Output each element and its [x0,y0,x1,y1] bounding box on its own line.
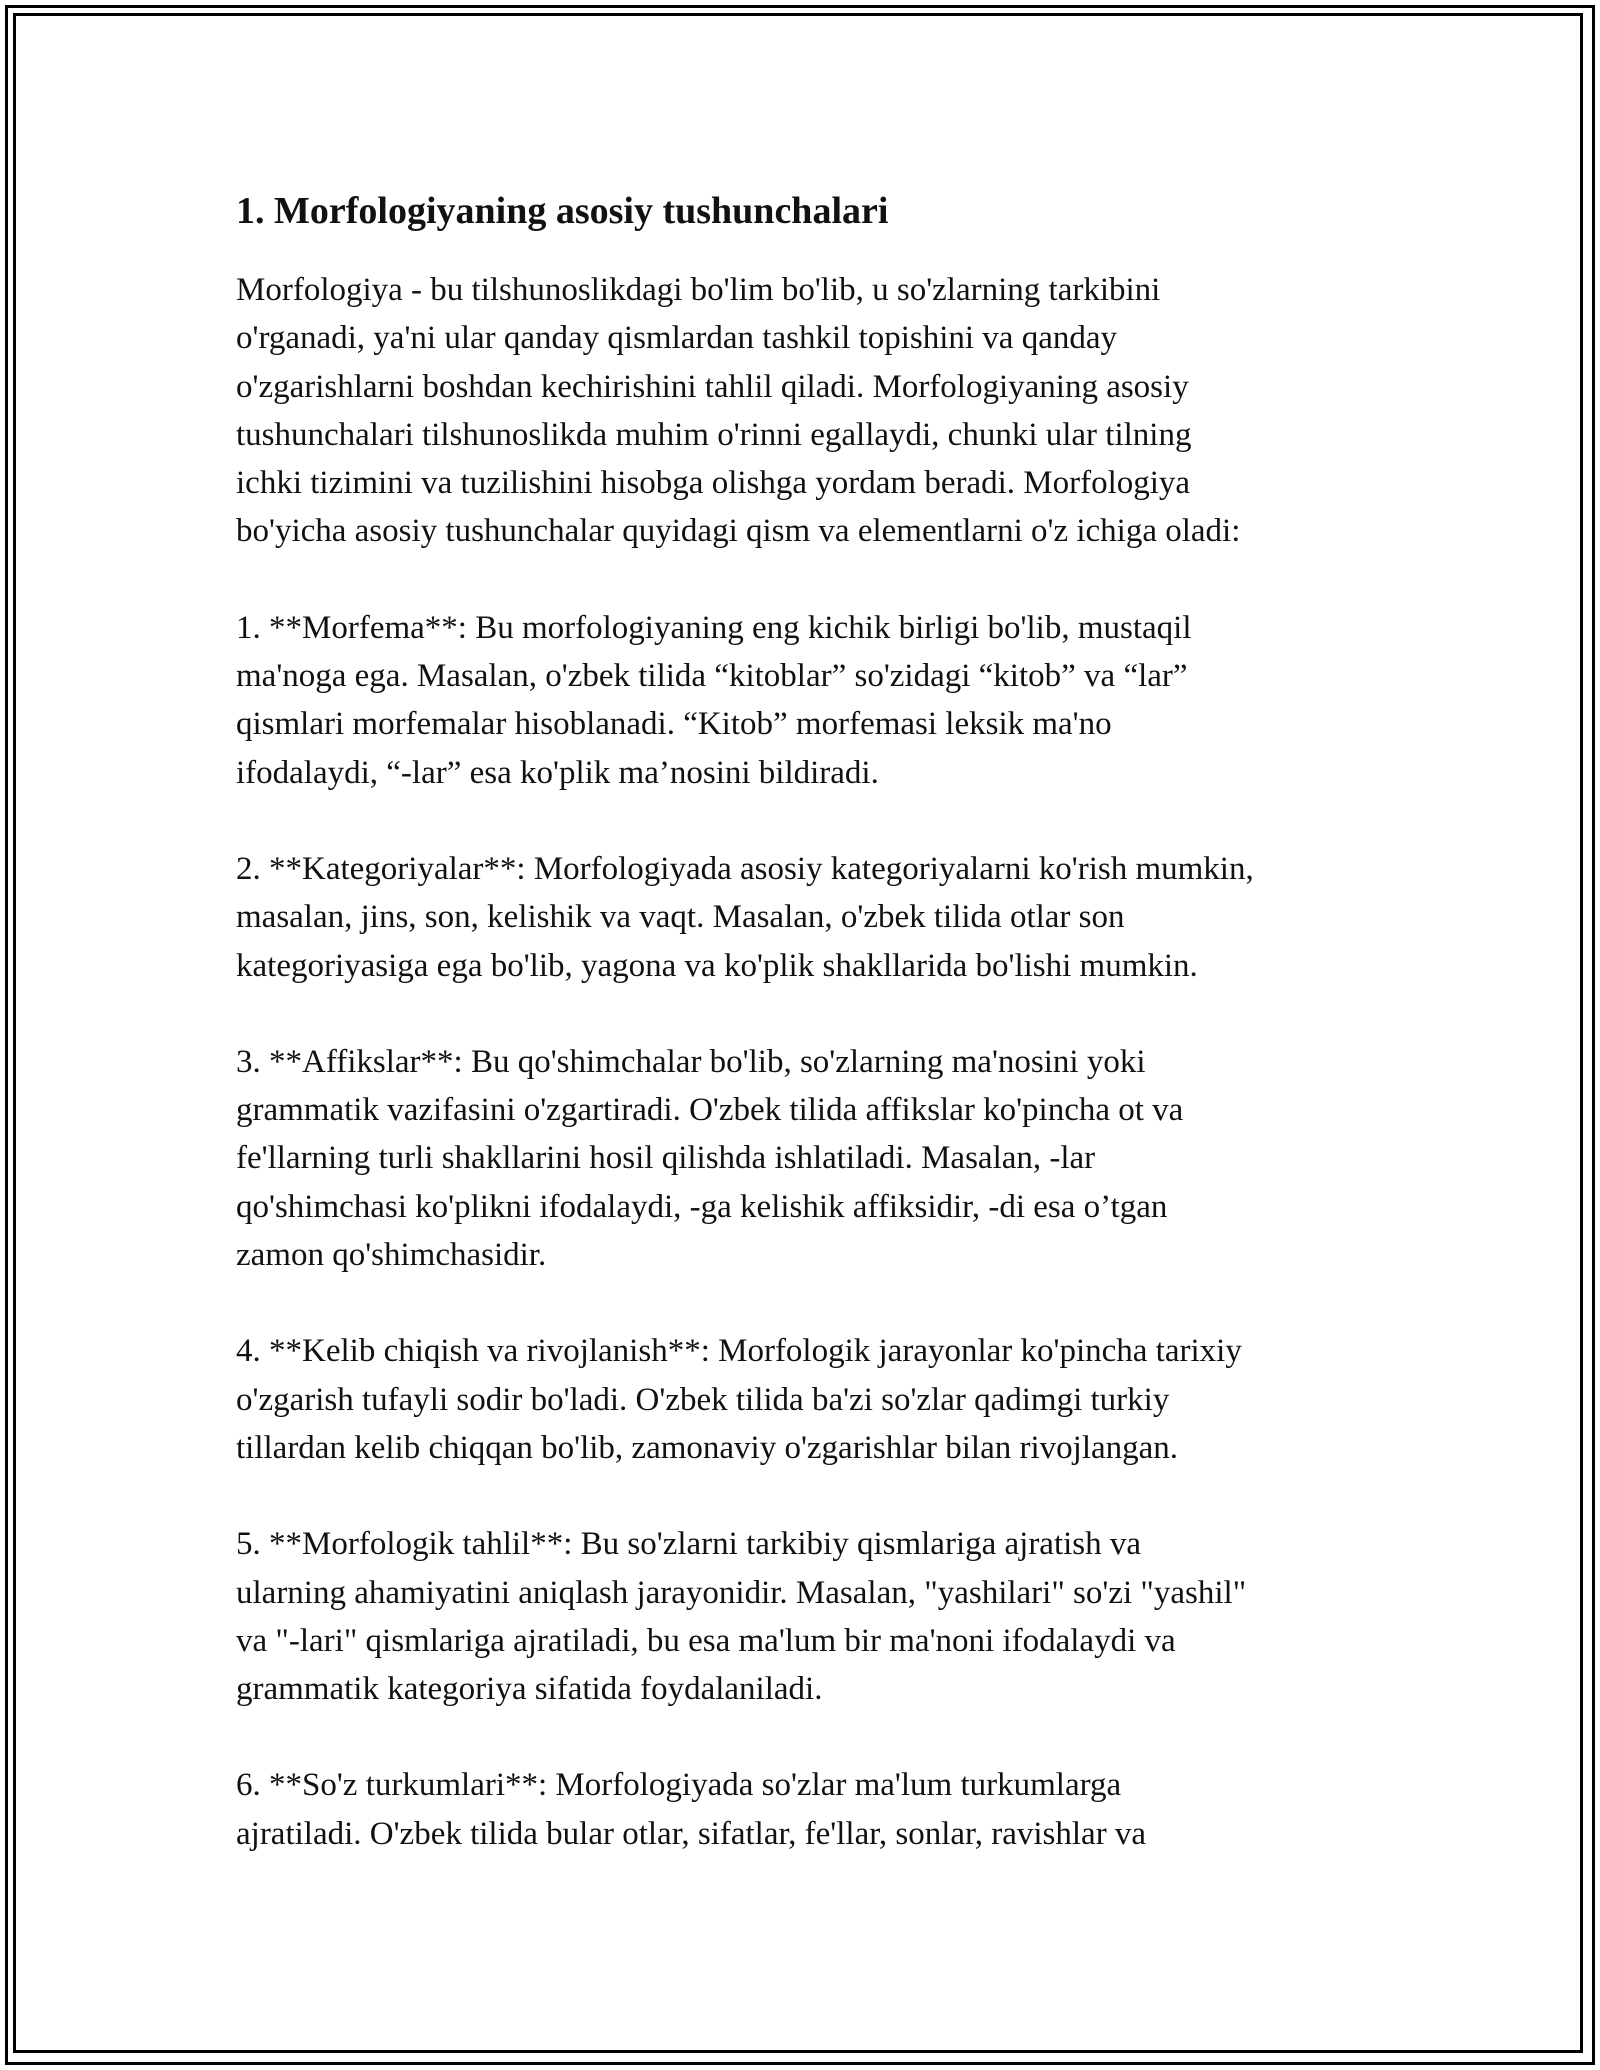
intro-paragraph: Morfologiya - bu tilshunoslikdagi bo'lim bo'lib, u so'zlarning tarkibini o'rganadi, ya'ni ular qanday qismlardan tashkil topishini va qanday o'zgarishlarni boshdan kechirishini tahlil qiladi. Morfologiyaning asosiy tushunchalari tilshunoslikda muhim o'rinni egallaydi, chunki ular tilning ichki tizimini va tuzilishini hisobga olishga yordam beradi. Morfologiya bo'yicha asosiy tushunchalar quyidagi qism va elementlarni o'z ichiga oladi: [236,272,1241,550]
list-item-kelib-chiqish: 4. **Kelib chiqish va rivojlanish**: Morfologik jarayonlar ko'pincha tarixiy o'zgarish tufayli sodir bo'ladi. O'zbek tilida ba'zi so'zlar qadimgi turkiy tillardan kelib chiqqan bo'lib, zamonaviy o'zgarishlar bilan rivojlangan. [236,1333,1242,1466]
list-item-kategoriyalar: 2. **Kategoriyalar**: Morfologiyada asosiy kategoriyalarni ko'rish mumkin, masalan, jins, son, kelishik va vaqt. Masalan, o'zbek tilida otlar son kategoriyasiga ega bo'lib, yagona va ko'plik shakllarida bo'lishi mumkin. [236,850,1254,984]
list-item-morfologik-tahlil: 5. **Morfologik tahlil**: Bu so'zlarni tarkibiy qismlariga ajratish va ularning ahamiyatini aniqlash jarayonidir. Masalan, "yashilari" so'zi "yashil" va "-lari" qismlariga ajratiladi, bu esa ma'lum bir ma'noni ifodalaydi va grammatik kategoriya sifatida foydalaniladi. [236,1526,1247,1708]
document-body [236,186,1386,1906]
list-item-soz-turkumlari: 6. **So'z turkumlari**: Morfologiyada so'zlar ma'lum turkumlarga ajratiladi. O'zbek tilida bular otlar, sifatlar, fe'llar, sonlar, ravishlar va [236,1767,1147,1852]
list-item-affikslar: 3. **Affikslar**: Bu qo'shimchalar bo'lib, so'zlarning ma'nosini yoki grammatik vazifasini o'zgartiradi. O'zbek tilida affikslar ko'pincha ot va fe'llarning turli shakllarini hosil qilishda ishlatiladi. Masalan, -lar qo'shimchasi ko'plikni ifodalaydi, -ga kelishik affiksidir, -di esa o’tgan zamon qo'shimchasidir. [236,1043,1184,1274]
section-heading: 1. Morfologiyaning asosiy tushunchalari [236,190,889,232]
list-item-morfema: 1. **Morfema**: Bu morfologiyaning eng kichik birligi bo'lib, mustaqil ma'noga ega. Masalan, o'zbek tilida “kitoblar” so'zidagi “kitob” va “lar” qismlari morfemalar hisoblanadi. “Kitob” morfemasi leksik ma'no ifodalaydi, “-lar” esa ko'plik ma’nosini bildiradi. [236,609,1192,791]
